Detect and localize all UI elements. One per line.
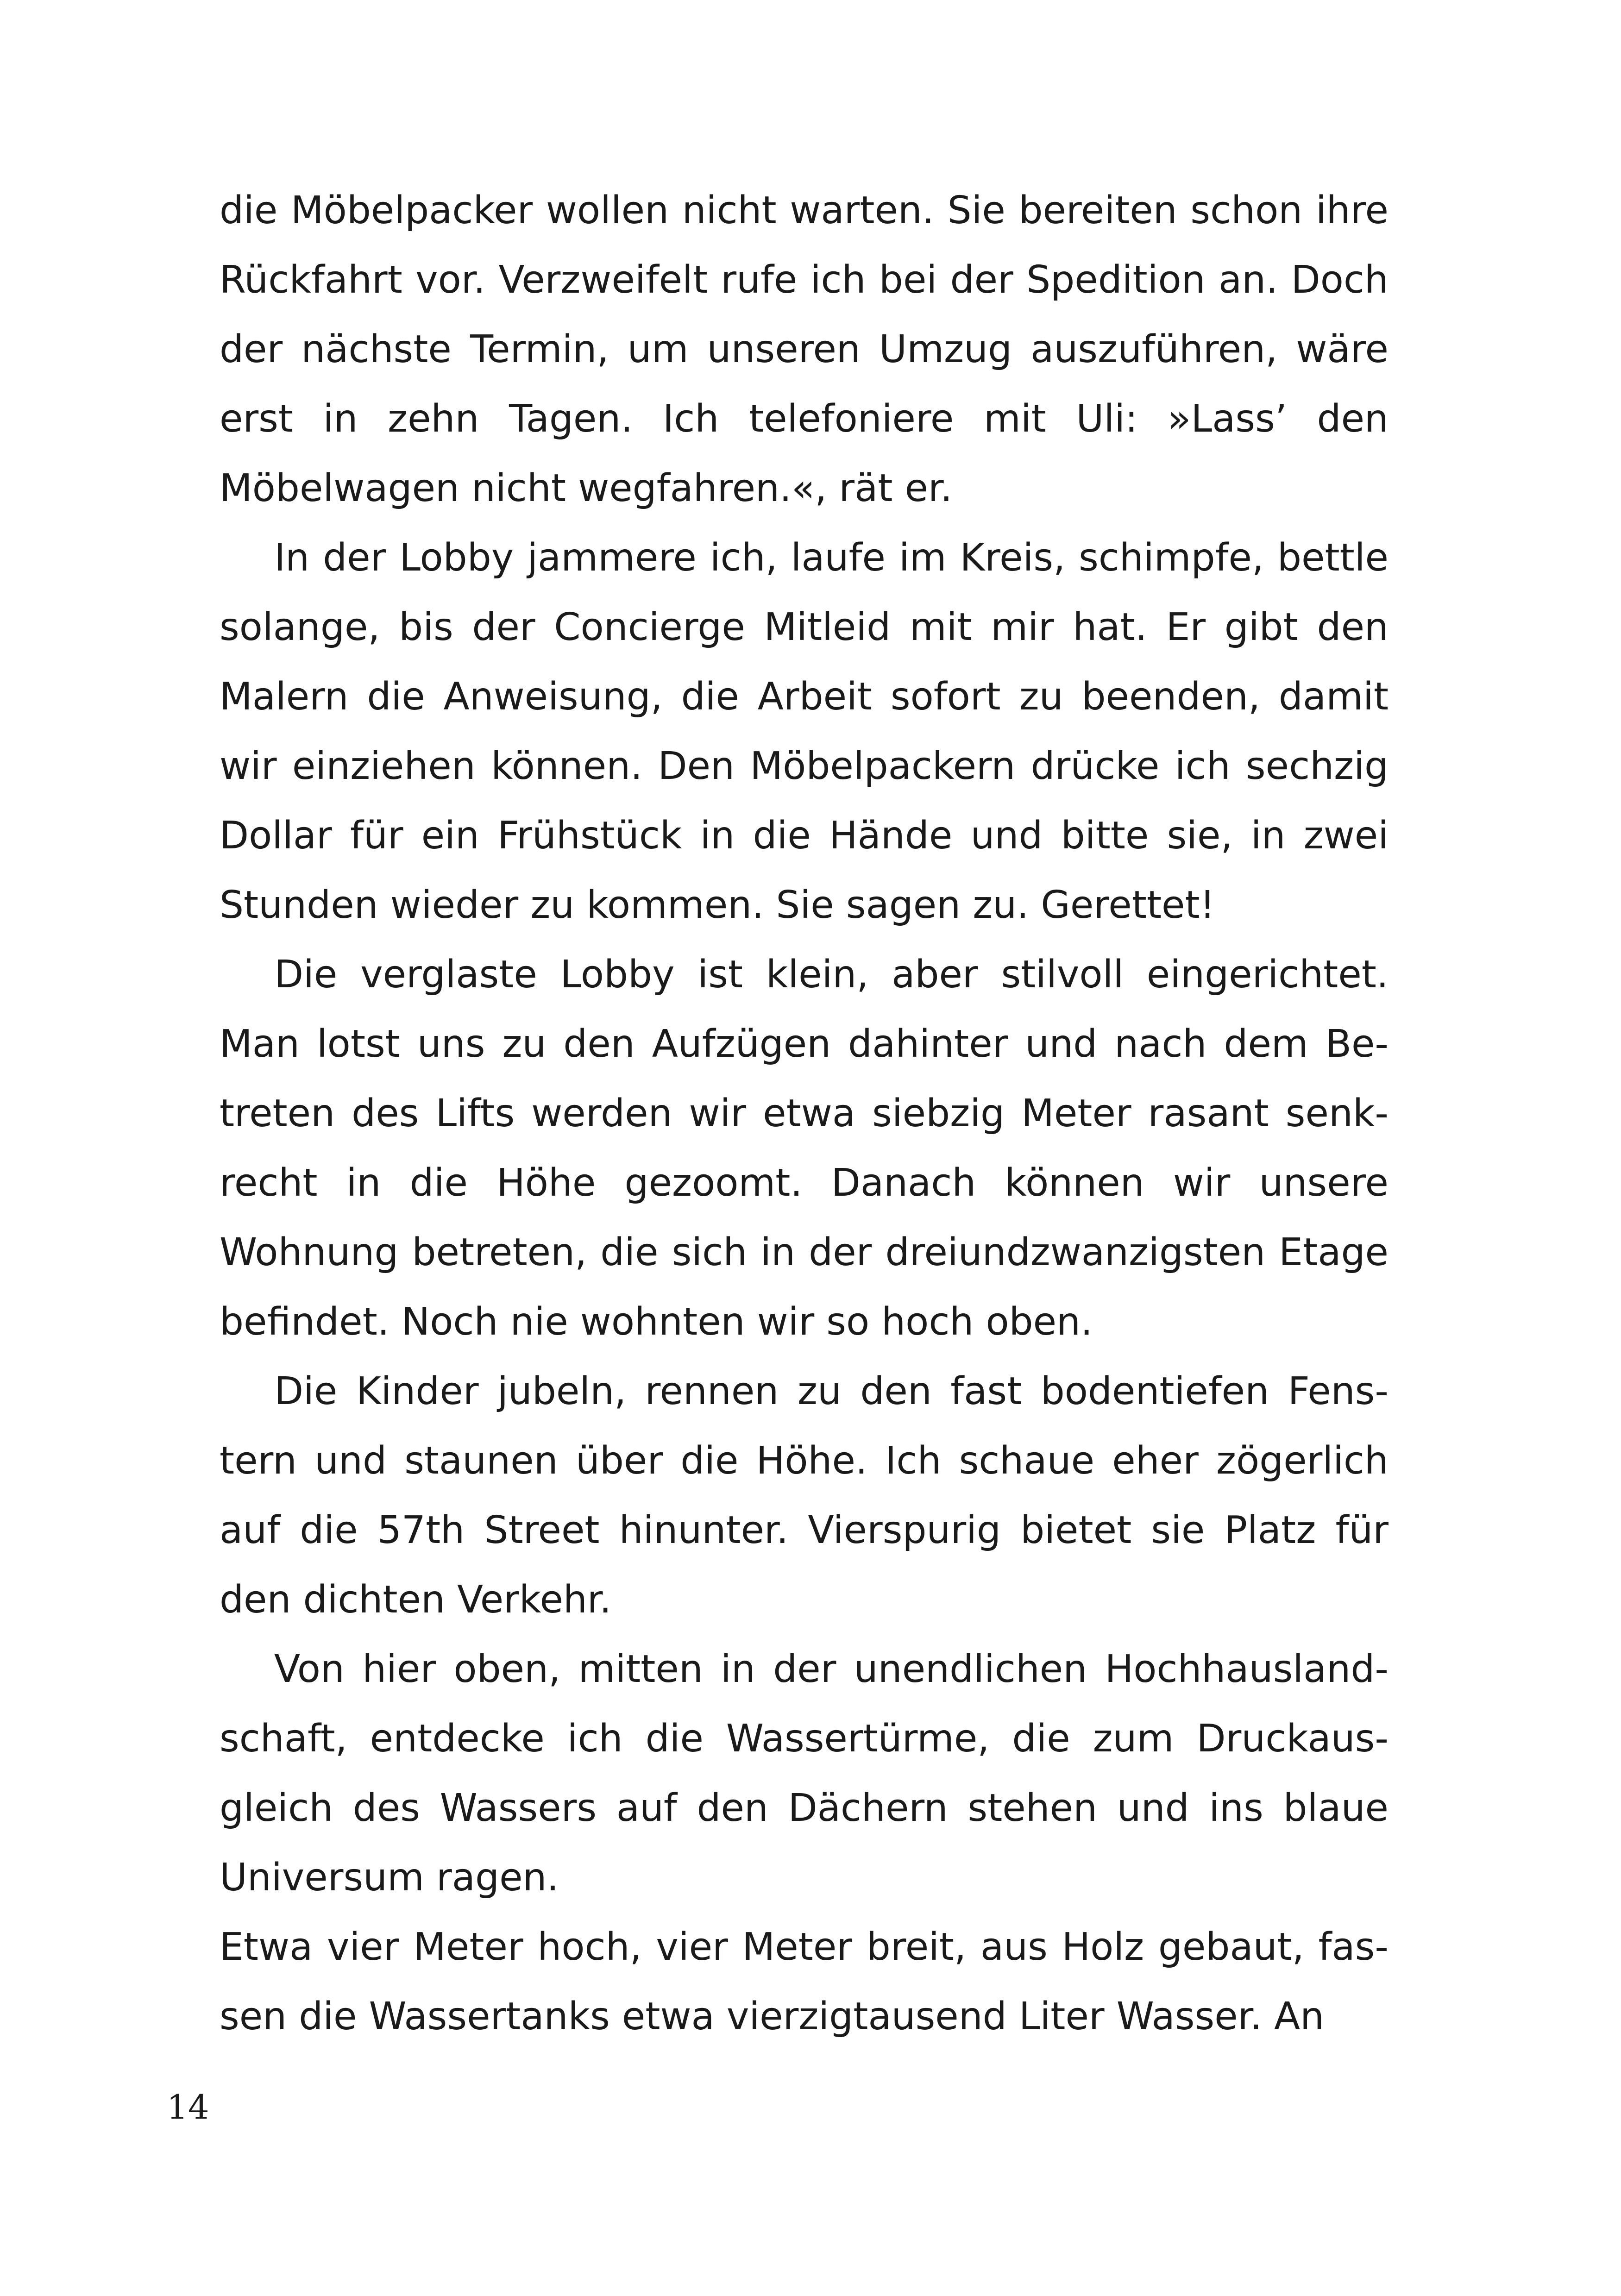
paragraph-3: Die verglaste Lobby ist klein, aber stilvoll eingerichtet. Man lotst uns zu den Aufzügen dahinter und nach dem Betreten des Lifts werden wir etwa siebzig Meter rasant senkrecht in die Höhe gezoomt. Danach können wir unsere Wohnung betreten, die sich in der dreiundzwanzigsten Etage befindet. Noch nie wohnten wir so hoch oben. [220, 953, 1389, 1344]
paragraph-5: Von hier oben, mitten in der unendlichen Hochhauslandschaft, entdecke ich die Wassertürme, die zum Druckausgleich des Wassers auf den Dächern stehen und ins blaue Universum ragen. [220, 1647, 1389, 1900]
paragraph-1: die Möbelpacker wollen nicht warten. Sie bereiten schon ihre Rückfahrt vor. Verzweifelt rufe ich bei der Spedition an. Doch der nächste Termin, um unseren Umzug auszuführen, wäre erst in zehn Tagen. Ich telefoniere mit Uli: »Lass’ den Möbelwagen nicht wegfahren.«, rät er. [220, 188, 1389, 510]
body-text [220, 176, 1389, 2051]
page-number: 14 [167, 2088, 209, 2127]
paragraph-6: Etwa vier Meter hoch, vier Meter breit, aus Holz gebaut, fassen die Wassertanks etwa vierzigtausend Liter Wasser. An [220, 1925, 1389, 2039]
paragraph-4: Die Kinder jubeln, rennen zu den fast bodentiefen Fenstern und staunen über die Höhe. Ich schaue eher zögerlich auf die 57th Street hinunter. Vierspurig bietet sie Platz für den dichten Verkehr. [220, 1369, 1389, 1622]
paragraph-2: In der Lobby jammere ich, laufe im Kreis, schimpfe, bettle solange, bis der Concierge Mitleid mit mir hat. Er gibt den Malern die Anweisung, die Arbeit sofort zu beenden, damit wir einziehen können. Den Möbelpackern drücke ich sechzig Dollar für ein Frühstück in die Hände und bitte sie, in zwei Stunden wieder zu kommen. Sie sagen zu. Gerettet! [220, 536, 1389, 927]
